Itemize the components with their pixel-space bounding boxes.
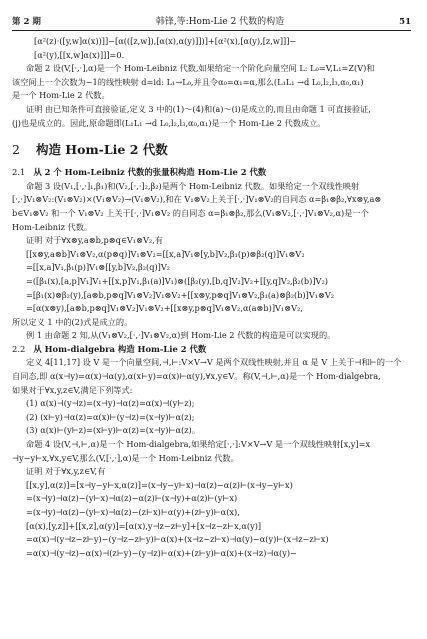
proof-line: 证明 由已知条件可直接验证,定义 3 中的(1)～(4)和(a)～(i)是成立的,而且由命题 1 可直接验证, [26, 103, 371, 114]
equation-line: =[α(x⊗y),[a⊗b,p⊗q]V₁⊗V₂]V₁⊗V₂+[[x⊗y,p⊗q]V₁⊗V₂,α(a⊗b)]V₁⊗V₂, [26, 303, 303, 314]
equation-line: [[x⊗y,a⊗b]V₁⊗V₂,α(p⊗q)]V₁⊗V₂=[[x,a]V₁⊗[y,b]V₂,β₁(p)⊗β₂(q)]V₁⊗V₂ [26, 248, 305, 259]
proposition-4-line: 命题 4 设(V,⊣,⊢,α)是一个 Hom-dialgebra,如果给定[·,·]:V×V→V 是一个双线性映射[x,y]=x [26, 439, 371, 450]
subsection-title: 从 Hom-dialgebra 构造 Hom-Lie 2 代数 [33, 343, 207, 354]
equation-line: [[x,y],α(z)]=[x⊣y−y⊢x,α(z)]=(x⊣y−y⊢x)⊣α(z)−α(z)⊢(x⊣y−y⊢x) [26, 479, 293, 490]
equation-line: =α(x)⊣(y⊣z−z⊢y)−(y⊣z−z⊢y)⊢α(x)+(x⊣z−z⊢x)⊣α(y)−α(y)⊢(x⊣z−z⊢x) [26, 534, 329, 545]
equation-line: =[[x,a]V₁,β₁(p)]V₁⊗[[y,b]V₂,β₂(q)]V₂ [26, 262, 171, 273]
proposition-3-line: 命题 3 设(V₁,[·,·]₁,β₁)和(V₂,[·,·]₂,β₂)是两个 Hom-Leibniz 代数。如果给定一个双线性映射 [26, 180, 360, 191]
equation-line: =(x⊣y)⊣α(z)−(y⊢x)⊣α(z)−α(z)⊢(x⊣y)+α(z)⊢(y⊢x) [26, 493, 238, 504]
equation-line: [α²(y),[[x,w]α(x)]]]=0. [34, 49, 125, 60]
equation-line: =([β₁(x),[a,p]V₁]V₁+[[x,p]V₁,β₁(a)]V₁)⊗([β₂(y),[b,q]V₂]V₂+[[y,q]V₂,β₂(b)]V₂) [26, 275, 328, 286]
proposition-4-line: ⊣y−y⊢x,∀x,y∈V,那么(V,[·,·],α)是一个 Hom-Leibniz 代数。 [12, 452, 239, 463]
proof-conclusion: 所以定义 1 中的(2)式是成立的。 [12, 316, 133, 327]
section-title: 构造 Hom-Lie 2 代数 [35, 142, 168, 158]
proposition-2-line: 该空间上一个次数为−1的线性映射 d=id: L₁→L₀,并且令α₀=α₁=α,那么(L₁L₁ →d L₀,l₂,l₃,α₀,α₁) [12, 76, 364, 87]
proposition-3-line: Hom-Leibniz 代数。 [12, 221, 93, 232]
subsection-heading [12, 166, 411, 180]
section-number: 2 [12, 142, 20, 158]
subsection-heading [12, 343, 411, 357]
equation-line: [α(x),[y,z]]+[[x,z],α(y)]=[α(x),y⊣z−z⊢y]+[x⊣z−z⊢x,α(y)] [26, 520, 262, 531]
definition-item: (2) (x⊢y)⊣α(z)=α(x)⊢(y⊣z)=(x⊣y)⊢α(z); [26, 411, 195, 422]
definition-4-line: 自同态,即 α(x⊣y)=α(x)⊣α(y),α(x⊢y)=α(x)⊢α(y),∀x,y∈V。称(V,⊣,⊢,α)是一个 Hom-dialgebra, [12, 371, 381, 382]
proposition-3-line: [·,·]V₁⊗V₂:(V₁⊗V₂)×(V₁⊗V₂)→(V₁⊗V₂),和在 V₁⊗V₂上关于[·,·]V₁⊗V₂的自同态 α=β₁⊗β₂,∀x⊗y,a⊗ [12, 194, 382, 205]
example-1: 例 1 由命题 2 知,从(V₁⊗V₂,[·,·]V₁⊗V₂,α)到 Hom-Lie 2 代数的构造是可以实现的。 [26, 330, 336, 341]
issue-number: 第 2 期 [12, 17, 41, 27]
proposition-3-line: b∈V₁⊗V₂ 和一个 V₁⊗V₂ 上关于[·,·]V₁⊗V₂ 的自同态 α=β₁⊗β₂,那么(V₁⊗V₂,[·,·]V₁⊗V₂,α)是一个 [12, 207, 369, 218]
proof-line: (j)也是成立的。因此,原命题即(L₁L₁ →d L₀,l₂,l₃,α₀,α₁)是一个 Hom-Lie 2 代数成立。 [12, 117, 326, 128]
section-heading [12, 142, 411, 158]
definition-4-line: 如果对于∀x,y,z∈V,满足下列等式: [12, 384, 133, 395]
proposition-2-line: 是一个 Hom-Lie 2 代数。 [12, 90, 110, 101]
equation-line: =[β₁(x)⊗β₂(y),[a⊗b,p⊗q]V₁⊗V₂]V₁⊗V₂+[[x⊗y,p⊗q]V₁⊗V₂,β₁(a)⊗β₂(b)]V₁⊗V₂ [26, 289, 335, 300]
proof-line: 证明 对于∀x,y,z∈V,有 [26, 466, 106, 477]
running-header [12, 0, 411, 31]
subsection-number: 2.1 [12, 167, 26, 178]
proof-line: 证明 对于∀x⊗y,a⊗b,p⊗q∈V₁⊗V₂,有 [26, 235, 163, 246]
running-title: 韩锋,等:Hom-Lie 2 代数的构造 [155, 17, 285, 27]
subsection-title: 从 2 个 Hom-Leibniz 代数的张量积构造 Hom-Lie 2 代数 [33, 167, 267, 178]
equation-line: [α²(z)·([y,w]α(x))]]−[α(([z,w]),[α(x),α(y)]])]+[α²(x),[α(y),[z,w]]]− [34, 36, 297, 46]
definition-item: (1) α(x)⊣(y⊣z)=(x⊣y)⊣α(z)=α(x)⊣(y⊢z); [26, 398, 195, 409]
equation-line: =(x⊣y)⊣α(z)−(y⊢x)⊣α(z)−(z⊢x)⊢α(y)+(z⊢y)⊢α(x), [26, 507, 240, 517]
subsection-number: 2.2 [12, 343, 26, 354]
proposition-2-line: 命题 2 设(V,[·,·],α)是一个 Hom-Leibniz 代数,如果给定一个阶化向量空间 L: L₀=V,L₁=Z(V)和 [26, 63, 375, 74]
definition-4-line: 定义 4[11,17] 设 V 是一个向量空间,⊣,⊢:V×V→V 是两个双线性映射,并且 α 是 V 上关于⊣和⊢的一个 [26, 357, 402, 368]
equation-line: =α(x)⊣(y⊣z)−α(x)⊣(z⊢y)−(y⊣z)⊢α(x)+(z⊢y)⊢α(x)+(x⊣z)⊣α(y)− [26, 547, 297, 558]
page-body [12, 31, 411, 560]
page-number: 51 [399, 17, 411, 27]
definition-item: (3) α(x)⊢(y⊢z)=(x⊢y)⊢α(z)=(x⊣y)⊢α(z)。 [26, 425, 200, 436]
